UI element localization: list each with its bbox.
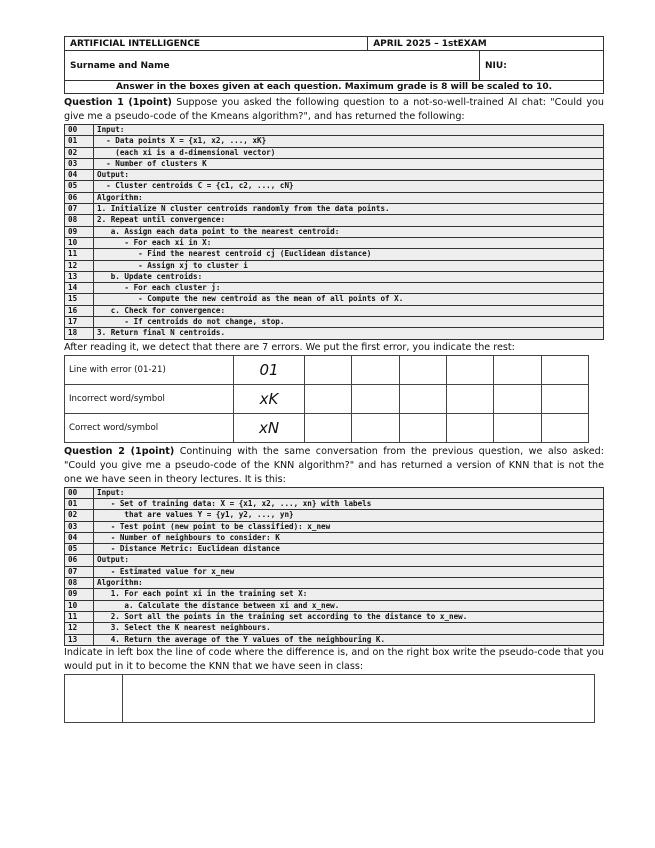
code-line [65,147,604,158]
code-line [65,611,604,622]
code-line [65,170,604,181]
line-number: 03 [65,158,94,169]
code-line [65,192,604,203]
code-line [65,226,604,237]
line-number: 10 [65,237,94,248]
line-number: 07 [65,204,94,215]
code-line [65,204,604,215]
answer-cell[interactable] [446,413,493,442]
code-line [65,487,604,498]
code-text: - If centroids do not change, stop. [94,317,604,328]
line-number: 07 [65,566,94,577]
answer-cell[interactable] [541,413,588,442]
row-line-label: Line with error (01-21) [65,355,234,384]
answer-cell[interactable] [446,384,493,413]
answer-cell[interactable] [446,355,493,384]
code-line [65,305,604,316]
answer-cell[interactable] [399,384,446,413]
code-line [65,215,604,226]
line-number: 05 [65,181,94,192]
q2-after-text: Indicate in left box the line of code where the difference is, and on the right box write the pseudo-code that you would put in it to become the KNN that we have seen in class: [64,646,604,672]
code-text: - Number of clusters K [94,158,604,169]
code-text: Input: [94,487,604,498]
q1-text: Suppose you asked the following question to a not-so-well-trained AI chat: "Could you give me a pseudo-code of the Kmeans algorithm?", and has returned the following: [64,97,604,122]
name-field[interactable]: Surname and Name [65,51,480,81]
line-number: 12 [65,260,94,271]
code-text: that are values Y = {y1, y2, ..., yn} [94,510,604,521]
code-line [65,600,604,611]
code-text: Algorithm: [94,192,604,203]
q2-code-block [64,487,604,646]
line-number: 12 [65,623,94,634]
answer-cell[interactable] [305,355,352,384]
code-text: Algorithm: [94,578,604,589]
code-line [65,521,604,532]
code-line [65,544,604,555]
code-text: - Estimated value for x_new [94,566,604,577]
line-number: 15 [65,294,94,305]
code-text: - Number of neighbours to consider: K [94,532,604,543]
line-number: 04 [65,170,94,181]
exam-date: APRIL 2025 – 1stEXAM [368,37,604,51]
instructions: Answer in the boxes given at each question. Maximum grade is 8 will be scaled to 10. [65,81,604,94]
code-text: 1. Initialize N cluster centroids randomly from the data points. [94,204,604,215]
exam-page [64,36,604,723]
code-text: Output: [94,170,604,181]
niu-field[interactable]: NIU: [480,51,604,81]
code-line [65,260,604,271]
line-number: 02 [65,147,94,158]
code-text: - Data points X = {x1, x2, ..., xK} [94,136,604,147]
code-text: - Assign xj to cluster i [94,260,604,271]
code-text: - For each cluster j: [94,283,604,294]
line-number: 09 [65,589,94,600]
code-text: 2. Sort all the points in the training set according to the distance to x_new. [94,611,604,622]
answer-cell[interactable] [399,355,446,384]
code-text: b. Update centroids: [94,271,604,282]
q1-statement [64,96,604,124]
code-line [65,125,604,136]
code-text: 2. Repeat until convergence: [94,215,604,226]
code-text: - Set of training data: X = {x1, x2, ..., xn} with labels [94,498,604,509]
code-line [65,623,604,634]
code-text: Output: [94,555,604,566]
code-line [65,136,604,147]
line-number: 11 [65,249,94,260]
line-number: 08 [65,215,94,226]
code-text: Input: [94,125,604,136]
line-number: 06 [65,192,94,203]
code-text: a. Calculate the distance between xi and x_new. [94,600,604,611]
code-line [65,271,604,282]
code-text: - Compute the new centroid as the mean of all points of X. [94,294,604,305]
line-number: 02 [65,510,94,521]
code-text: - Find the nearest centroid cj (Euclidean distance) [94,249,604,260]
answer-cell[interactable] [494,384,541,413]
answer-cell[interactable] [352,384,399,413]
code-text: (each xi is a d-dimensional vector) [94,147,604,158]
code-line [65,532,604,543]
line-number: 18 [65,328,94,339]
line-number: 03 [65,521,94,532]
q1-after-text: After reading it, we detect that there are 7 errors. We put the first error, you indicate the rest: [64,341,515,353]
line-number: 05 [65,544,94,555]
q2-pseudocode-answer-box[interactable] [123,674,595,722]
code-line [65,555,604,566]
code-text: 4. Return the average of the Y values of the neighbouring K. [94,634,604,645]
line-number: 00 [65,125,94,136]
answer-cell[interactable] [305,413,352,442]
example-correct: xN [234,413,305,442]
line-number: 14 [65,283,94,294]
answer-cell[interactable] [352,355,399,384]
code-line [65,181,604,192]
q2-text: Continuing with the same conversation from the previous question, we also asked: "Could you give me a pseudo-code of the KNN algorithm?" and has returned a version of KNN that is not the one we have seen in theory lectures. It is this: [64,445,604,485]
answer-cell[interactable] [399,413,446,442]
code-line [65,498,604,509]
code-line [65,294,604,305]
q1-title: Question 1 (1point) [64,97,172,108]
line-number: 04 [65,532,94,543]
code-line [65,566,604,577]
code-line [65,578,604,589]
code-text: 3. Select the K nearest neighbours. [94,623,604,634]
code-line [65,249,604,260]
example-incorrect: xK [234,384,305,413]
answer-cell[interactable] [305,384,352,413]
example-line: 01 [234,355,305,384]
q1-answer-table [64,355,589,443]
line-number: 13 [65,634,94,645]
code-text: a. Assign each data point to the nearest centroid: [94,226,604,237]
q2-line-answer-box[interactable] [65,674,123,722]
line-number: 01 [65,136,94,147]
code-text: 3. Return final N centroids. [94,328,604,339]
code-line [65,237,604,248]
line-number: 11 [65,611,94,622]
row-incorrect-label: Incorrect word/symbol [65,384,234,413]
code-line [65,283,604,294]
line-number: 17 [65,317,94,328]
line-number: 13 [65,271,94,282]
code-line [65,158,604,169]
course-title: ARTIFICIAL INTELLIGENCE [65,37,368,51]
code-line [65,589,604,600]
code-line [65,317,604,328]
code-text: - For each xi in X: [94,237,604,248]
exam-header [64,36,604,94]
code-text: 1. For each point xi in the training set X: [94,589,604,600]
q2-statement [64,445,604,487]
line-number: 00 [65,487,94,498]
q2-title: Question 2 (1point) [64,445,175,457]
q1-code-block [64,124,604,340]
answer-cell[interactable] [494,413,541,442]
answer-cell[interactable] [494,355,541,384]
q2-answer-table [64,674,595,723]
code-text: - Test point (new point to be classified): x_new [94,521,604,532]
code-line [65,634,604,645]
line-number: 10 [65,600,94,611]
answer-cell[interactable] [541,384,588,413]
code-line [65,328,604,339]
code-text: - Cluster centroids C = {c1, c2, ..., cN} [94,181,604,192]
code-text: - Distance Metric: Euclidean distance [94,544,604,555]
line-number: 08 [65,578,94,589]
line-number: 16 [65,305,94,316]
line-number: 01 [65,498,94,509]
code-text: c. Check for convergence: [94,305,604,316]
answer-cell[interactable] [352,413,399,442]
answer-cell[interactable] [541,355,588,384]
row-correct-label: Correct word/symbol [65,413,234,442]
line-number: 06 [65,555,94,566]
line-number: 09 [65,226,94,237]
code-line [65,510,604,521]
